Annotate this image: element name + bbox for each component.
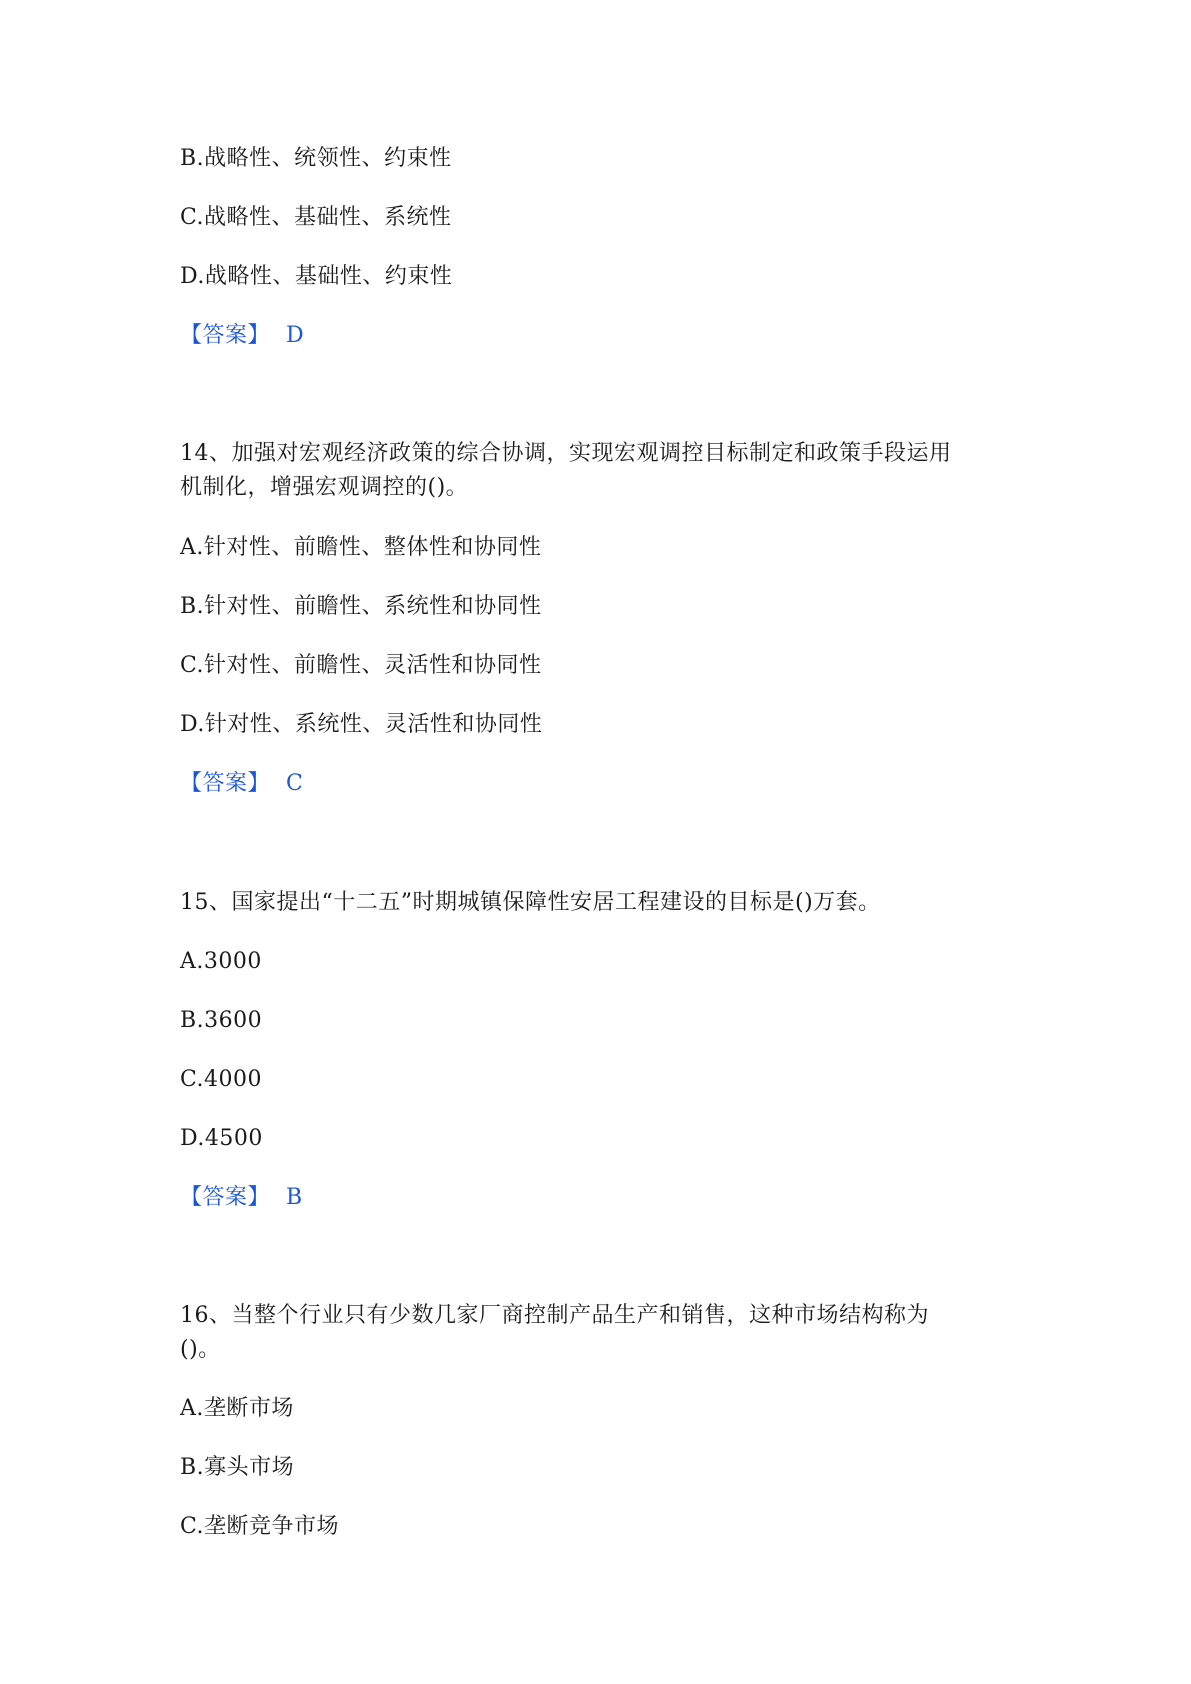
q14-option-a: A.针对性、前瞻性、整体性和协同性	[180, 535, 542, 560]
q16-question-line2: ()。	[180, 1337, 221, 1362]
q15-answer	[180, 1183, 303, 1213]
q16-question-line1: 16、当整个行业只有少数几家厂商控制产品生产和销售，这种市场结构称为	[180, 1303, 929, 1328]
q14-question-line1: 14、加强对宏观经济政策的综合协调，实现宏观调控目标制定和政策手段运用	[180, 441, 952, 466]
q14-option-d: D.针对性、系统性、灵活性和协同性	[180, 712, 543, 737]
q13-answer-value: D	[286, 323, 305, 348]
q14-answer	[180, 769, 303, 799]
q15-option-a: A.3000	[180, 949, 262, 974]
q15-option-d: D.4500	[180, 1126, 263, 1151]
q15-answer-value: B	[286, 1185, 303, 1210]
q16-option-b: B.寡头市场	[180, 1455, 295, 1480]
q15-option-b: B.3600	[180, 1008, 263, 1033]
q13-option-c: C.战略性、基础性、系统性	[180, 205, 452, 230]
q15-answer-label: 【答案】	[180, 1185, 271, 1210]
q14-question-line2: 机制化，增强宏观调控的()。	[180, 475, 469, 500]
q15-question-line1: 15、国家提出“十二五”时期城镇保障性安居工程建设的目标是()万套。	[180, 890, 881, 915]
q16-option-c: C.垄断竞争市场	[180, 1514, 340, 1539]
q14-option-b: B.针对性、前瞻性、系统性和协同性	[180, 594, 542, 619]
q14-answer-label: 【答案】	[180, 771, 271, 796]
q13-option-b: B.战略性、统领性、约束性	[180, 146, 452, 171]
q14-answer-value: C	[286, 771, 304, 796]
q13-answer-label: 【答案】	[180, 323, 271, 348]
q13-option-d: D.战略性、基础性、约束性	[180, 264, 453, 289]
q13-answer	[180, 321, 304, 351]
q14-option-c: C.针对性、前瞻性、灵活性和协同性	[180, 653, 542, 678]
q16-option-a: A.垄断市场	[180, 1396, 294, 1421]
q15-option-c: C.4000	[180, 1067, 263, 1092]
